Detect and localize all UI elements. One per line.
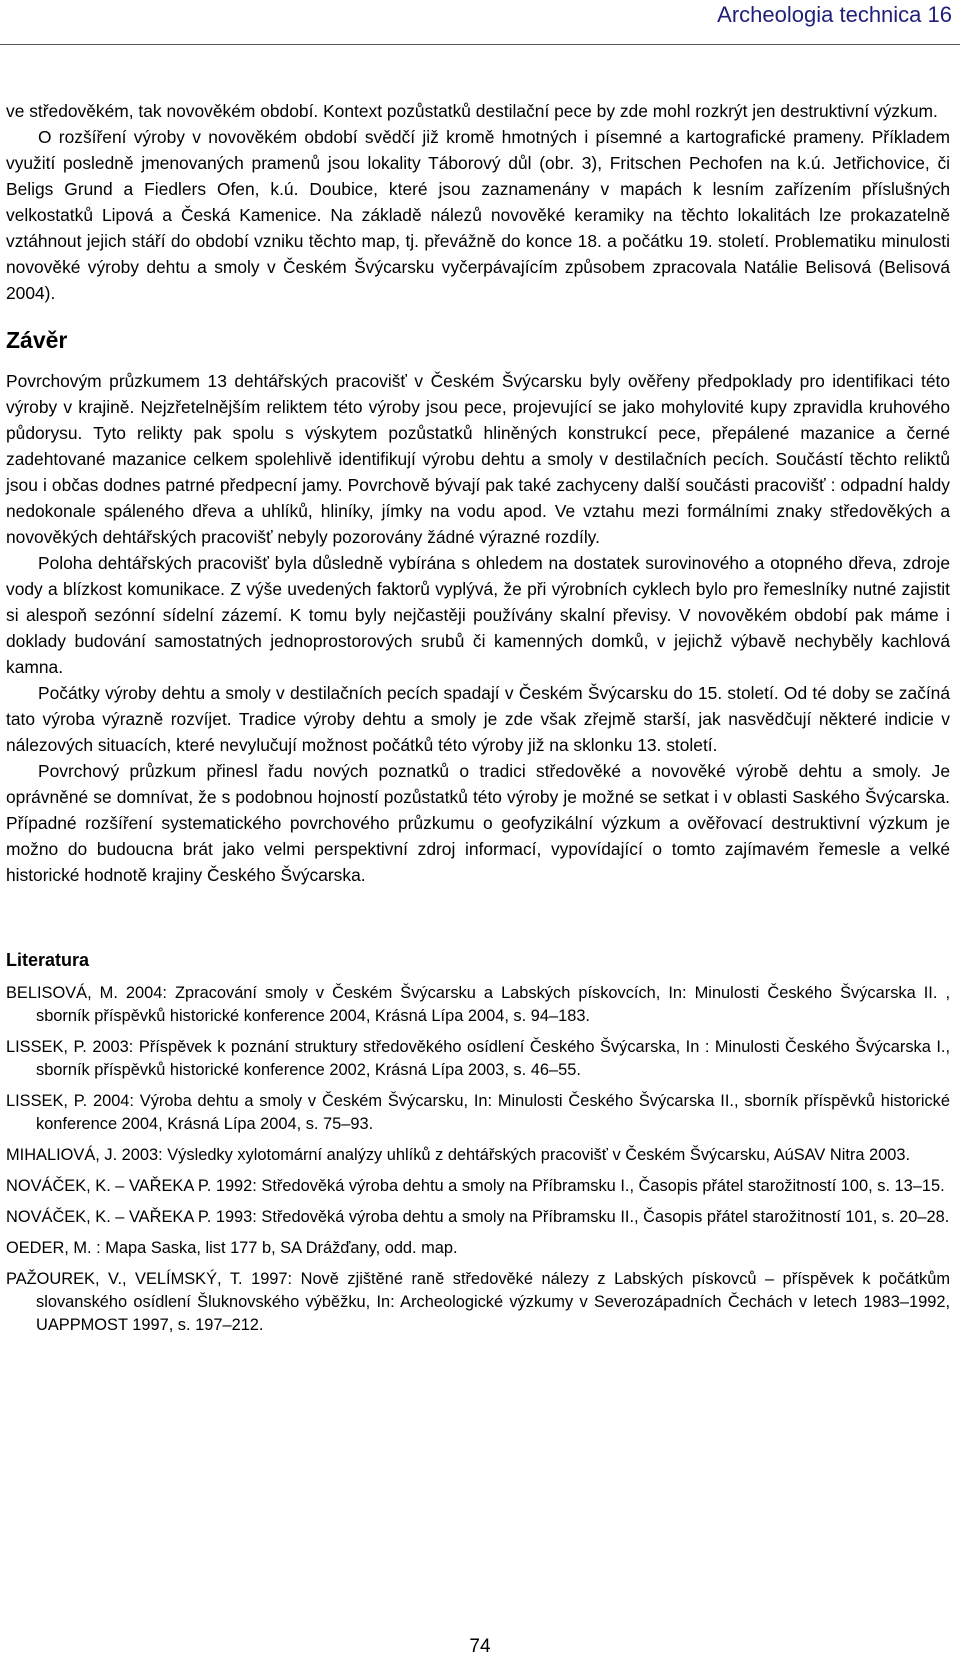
conclusion-paragraph-1: Povrchovým průzkumem 13 dehtářských pracovišť v Českém Švýcarsku byly ověřeny předpoklady pro identifikaci této výroby v krajině. Nejzřetelnějším reliktem této výroby jsou pece, projevující se jako mohylovité kupy zpravidla kruhového půdorysu. Tyto relikty pak spolu s výskytem pozůstatků hliněných konstrukcí pece, přepálené mazanice a černé zadehtované mazanice celkem spolehlivě identifikují výrobu dehtu a smoly v destilačních pecích. Součástí těchto reliktů jsou i občas dodnes patrné předpecní jamy. Povrchově bývají pak také zachyceny další součásti pracovišť : odpadní haldy nedokonale spáleného dřeva a uhlíků, hliníky, jímky na vodu apod. Ve vztahu mezi formálními znaky středověkých a novověkých dehtářských pracovišť nebyly pozorovány žádné výrazné rozdíly. <box>6 371 950 547</box>
reference-item: LISSEK, P. 2004: Výroba dehtu a smoly v Českém Švýcarsku, In: Minulosti Českého Švýcarska II., sborník příspěvků historické konference 2004, Krásná Lípa 2004, s. 75–93. <box>6 1092 950 1133</box>
literature-heading: Literatura <box>6 950 90 970</box>
article-body <box>6 98 950 1345</box>
reference-item: BELISOVÁ, M. 2004: Zpracování smoly v Českém Švýcarsku a Labských pískovcích, In: Minulosti Českého Švýcarska II. , sborník příspěvků historické konference 2004, Krásná Lípa 2004, s. 94–183. <box>6 984 950 1025</box>
conclusion-paragraph-3: Počátky výroby dehtu a smoly v destilačních pecích spadají v Českém Švýcarsku do 15. století. Od té doby se začíná tato výroba výrazně rozvíjet. Tradice výroby dehtu a smoly je zde však zřejmě starší, jak nasvědčují některé indicie v nálezových situacích, které nevylučují možnost počátků této výroby již na sklonku 13. století. <box>6 683 950 755</box>
reference-item: NOVÁČEK, K. – VAŘEKA P. 1993: Středověká výroba dehtu a smoly na Příbramsku II., Časopis přátel starožitností 101, s. 20–28. <box>6 1208 950 1226</box>
intro-paragraph-1: ve středověkém, tak novověkém období. Kontext pozůstatků destilační pece by zde mohl rozkrýt jen destruktivní výzkum. <box>6 101 938 121</box>
conclusion-paragraph-2: Poloha dehtářských pracovišť byla důsledně vybírána s ohledem na dostatek surovinového a otopného dřeva, zdroje vody a blízkost komunikace. Z výše uvedených faktorů vyplývá, že při výrobních cyklech bylo pro řemeslníky nutné zajistit si alespoň sezónní sídelní zázemí. K tomu byly nejčastěji používány skalní převisy. V novověkém období pak máme i doklady budování samostatných jednoprostorových srubů či kamenných domků, v jejichž výbavě nechyběly kachlová kamna. <box>6 553 950 677</box>
journal-title: Archeologia technica 16 <box>717 2 952 27</box>
page-number: 74 <box>469 1636 491 1657</box>
conclusion-heading: Závěr <box>6 327 68 353</box>
reference-item: LISSEK, P. 2003: Příspěvek k poznání struktury středověkého osídlení Českého Švýcarska, In : Minulosti Českého Švýcarska I., sborník příspěvků historické konference 2002, Krásná Lípa 2003, s. 46–55. <box>6 1038 950 1079</box>
running-header <box>0 0 960 45</box>
conclusion-paragraph-4: Povrchový průzkum přinesl řadu nových poznatků o tradici středověké a novověké výrobě dehtu a smoly. Je oprávněné se domnívat, že s podobnou hojností pozůstatků této výroby je možné se setkat i v oblasti Saského Švýcarska. Případné rozšíření systematického povrchového průzkumu o geofyzikální výzkum a ověřovací destruktivní výzkum je možno do budoucna brát jako velmi perspektivní zdroj informací, vypovídající o tomto zajímavém řemesle a velké historické hodnotě krajiny Českého Švýcarska. <box>6 761 950 885</box>
reference-item: MIHALIOVÁ, J. 2003: Výsledky xylotomární analýzy uhlíků z dehtářských pracovišť v Českém Švýcarsku, AúSAV Nitra 2003. <box>6 1146 911 1164</box>
reference-item: NOVÁČEK, K. – VAŘEKA P. 1992: Středověká výroba dehtu a smoly na Příbramsku I., Časopis přátel starožitností 100, s. 13–15. <box>6 1177 945 1195</box>
reference-item: OEDER, M. : Mapa Saska, list 177 b, SA Drážďany, odd. map. <box>6 1239 458 1257</box>
reference-list <box>6 982 950 1337</box>
reference-item: PAŽOUREK, V., VELÍMSKÝ, T. 1997: Nově zjištěné raně středověké nálezy z Labských pískovců – příspěvek k počátkům slovanského osídlení Šluknovského výběžku, In: Archeologické výzkumy v Severozápadních Čechách v letech 1983–1992, UAPPMOST 1997, s. 197–212. <box>6 1270 950 1334</box>
intro-paragraph-2: O rozšíření výroby v novověkém období svědčí již kromě hmotných i písemné a kartografické prameny. Příkladem využití posledně jmenovaných pramenů jsou lokality Táborový důl (obr. 3), Fritschen Pechofen na k.ú. Jetřichovice, či Beligs Grund a Fiedlers Ofen, k.ú. Doubice, které jsou zaznamenány v mapách k lesním zařízením příslušných velkostatků Lipová a Česká Kamenice. Na základě nálezů novověké keramiky na těchto lokalitách lze prokazatelně vztáhnout jejich stáří do období vzniku těchto map, tj. převážně do konce 18. a počátku 19. století. Problematiku minulosti novověké výroby dehtu a smoly v Českém Švýcarsku vyčerpávajícím způsobem zpracovala Natálie Belisová (Belisová 2004). <box>6 127 950 303</box>
